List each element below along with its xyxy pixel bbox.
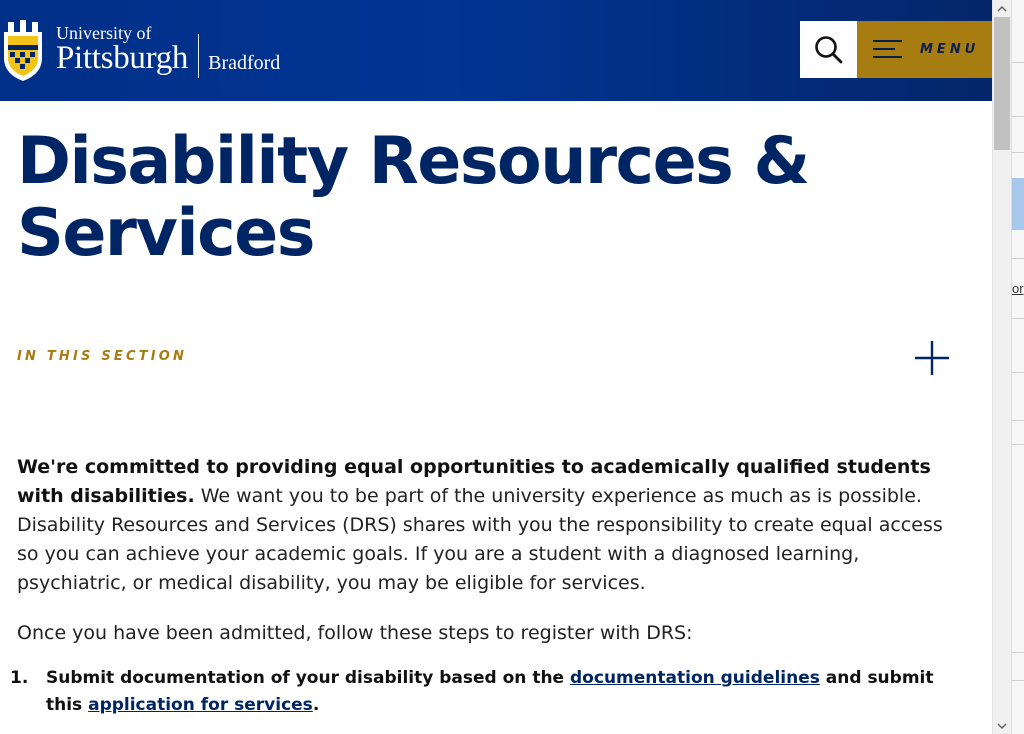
scroll-up-arrow-icon[interactable] <box>993 0 1011 17</box>
in-this-section-label: IN THIS SECTION <box>17 349 188 364</box>
university-logo[interactable] <box>0 18 280 82</box>
vertical-scrollbar[interactable] <box>992 0 1011 734</box>
logo-divider <box>198 34 199 78</box>
step-text: Submit documentation of your disability based on the <box>46 668 571 688</box>
logo-campus: Bradford <box>208 51 281 74</box>
site-header <box>0 0 992 101</box>
hamburger-icon <box>873 40 902 60</box>
edge-highlight <box>1012 178 1024 230</box>
page-title <box>17 126 917 270</box>
step-text: . <box>312 695 320 715</box>
shield-icon <box>0 18 46 82</box>
plus-icon[interactable] <box>914 340 950 376</box>
page-title-line1: Disability Resources & <box>17 124 809 199</box>
logo-wordmark <box>56 22 189 76</box>
scrollbar-thumb[interactable] <box>994 17 1010 150</box>
scroll-down-arrow-icon[interactable] <box>993 717 1011 734</box>
documentation-guidelines-link[interactable]: documentation guidelines <box>570 668 820 688</box>
menu-label: MENU <box>920 42 980 57</box>
application-for-services-link[interactable]: application for services <box>88 695 313 715</box>
logo-line1: University of <box>56 22 152 43</box>
registration-steps <box>10 665 970 719</box>
background-window-edge <box>1011 0 1024 734</box>
intro-paragraph <box>17 453 962 598</box>
step-text: and submit this <box>46 668 934 715</box>
edge-partial-text: or <box>1012 281 1024 296</box>
search-button[interactable] <box>800 21 857 78</box>
intro-bold-text: We're committed to providing equal opportunities to academically qualified students with disabilities. <box>17 456 931 507</box>
page-title-line2: Services <box>17 196 314 271</box>
menu-button[interactable] <box>857 21 992 78</box>
list-item <box>10 665 970 719</box>
logo-line2: Pittsburgh <box>56 39 189 76</box>
search-icon <box>814 35 844 65</box>
steps-lead-text: Once you have been admitted, follow these steps to register with DRS: <box>17 622 693 644</box>
intro-text: We want you to be part of the university experience as much as is possible. Disability Resources and Services (DRS) shares with you the responsibility to create equal access so you can achieve your academic goals. If you are a student with a diagnosed learning, psychiatric, or medical disability, you may be eligible for services. <box>17 485 943 594</box>
step-number: 1. <box>10 668 29 688</box>
